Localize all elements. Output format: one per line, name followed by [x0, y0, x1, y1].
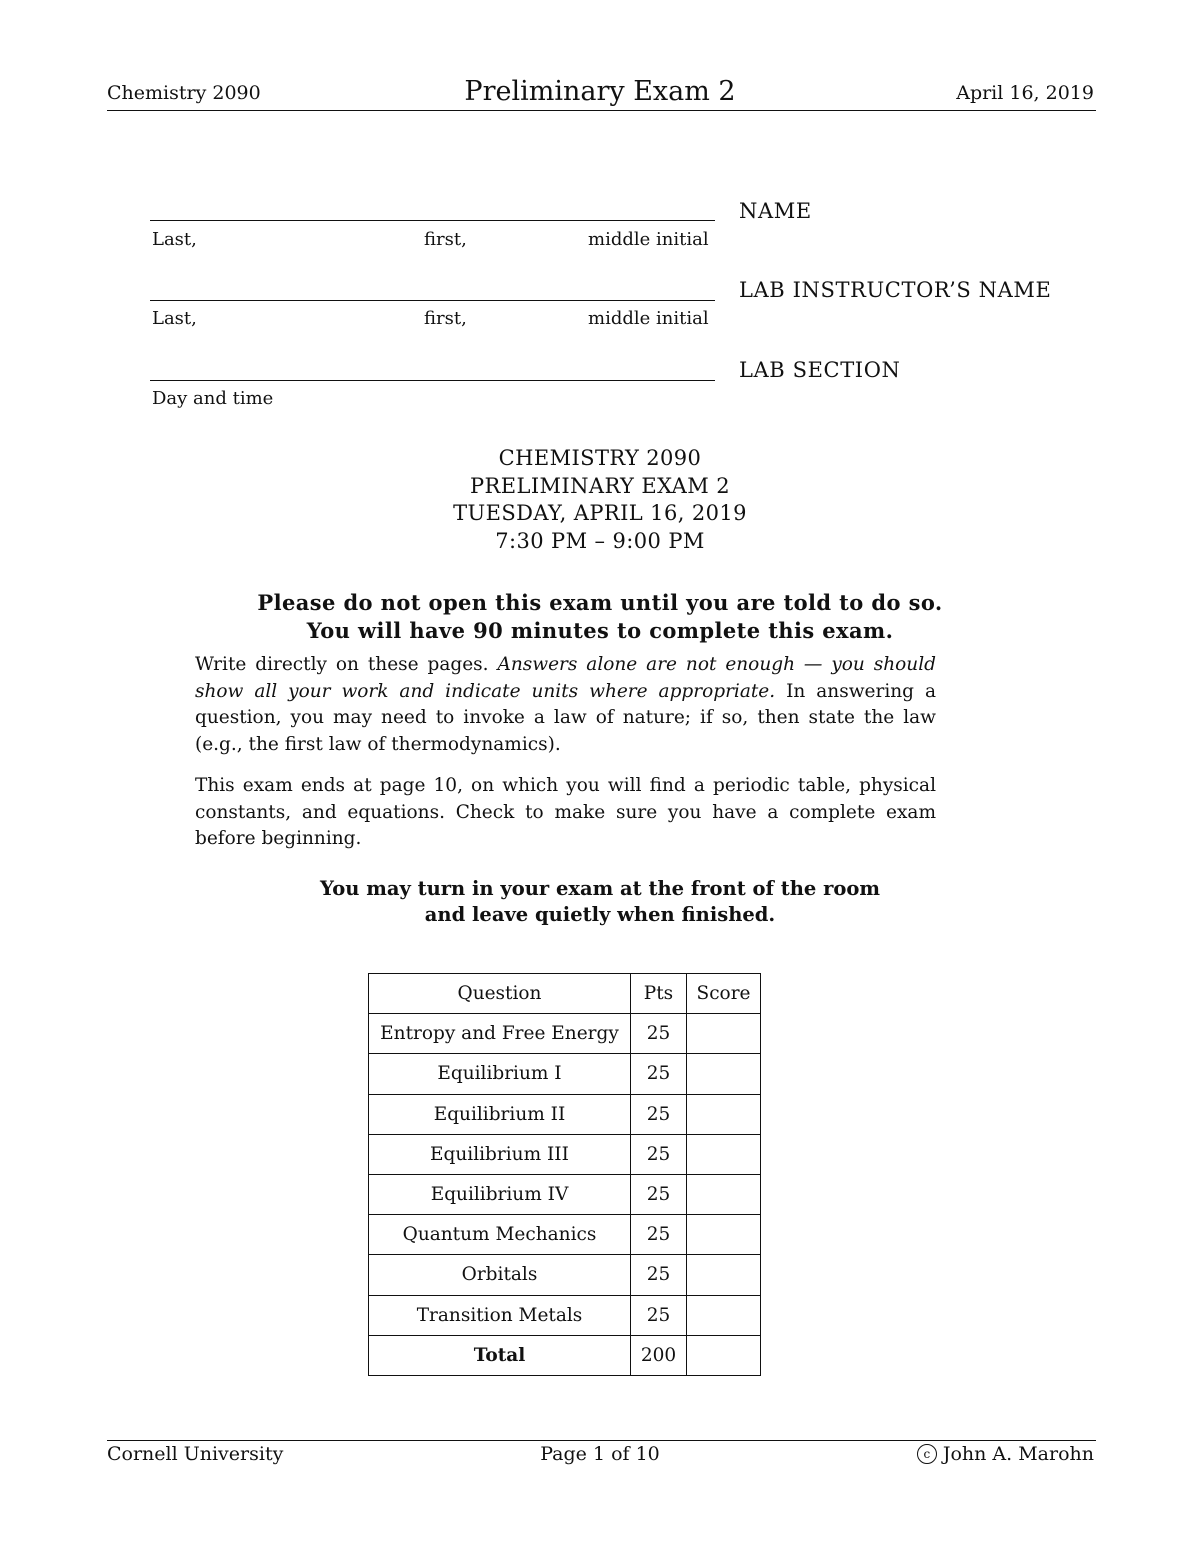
- score-table: [368, 973, 761, 1376]
- instructions-p1-end: In answering a question, you may need to invoke a law of nature; if so, then state the law (e.g., the first law of thermodynamics).: [195, 680, 936, 755]
- exam-notice: [0, 589, 1200, 644]
- name-sub-last: Last,: [152, 229, 197, 250]
- score-cell[interactable]: [687, 1255, 761, 1295]
- question-name: Quantum Mechanics: [369, 1215, 631, 1255]
- instructions-paragraph-1: [195, 652, 936, 758]
- table-row: [369, 1295, 761, 1335]
- table-row: [369, 1094, 761, 1134]
- lab-instructor-sub-middle: middle initial: [588, 308, 709, 329]
- lab-section-label: LAB SECTION: [739, 358, 901, 382]
- question-name: Entropy and Free Energy: [369, 1014, 631, 1054]
- question-pts: 25: [631, 1295, 687, 1335]
- total-score-cell[interactable]: [687, 1335, 761, 1375]
- score-cell[interactable]: [687, 1054, 761, 1094]
- instructions-p1-italic: Answers alone are not enough — you should show all your work and indicate units where appropriate.: [195, 654, 936, 702]
- question-pts: 25: [631, 1054, 687, 1094]
- question-name: Equilibrium IV: [369, 1174, 631, 1214]
- header-course: Chemistry 2090: [107, 82, 261, 104]
- table-row: [369, 1255, 761, 1295]
- instructions-paragraph-2: This exam ends at page 10, on which you will find a periodic table, physical constants, and equations. Check to make sure you have a complete exam before beginning.: [195, 775, 936, 849]
- score-cell[interactable]: [687, 1014, 761, 1054]
- header-pts: Pts: [631, 974, 687, 1014]
- lab-section-sub: Day and time: [152, 388, 274, 409]
- header-question: Question: [369, 974, 631, 1014]
- question-pts: 25: [631, 1014, 687, 1054]
- table-row: [369, 1215, 761, 1255]
- copyright-icon: c: [917, 1444, 937, 1464]
- lab-instructor-sub-first: first,: [424, 308, 467, 329]
- closing-notice: [0, 876, 1200, 928]
- question-name: Orbitals: [369, 1255, 631, 1295]
- question-pts: 25: [631, 1215, 687, 1255]
- notice-line-duration: You will have 90 minutes to complete this exam.: [306, 617, 894, 643]
- table-row: [369, 1174, 761, 1214]
- table-row: [369, 1054, 761, 1094]
- question-name: Equilibrium III: [369, 1134, 631, 1174]
- header-date: April 16, 2019: [956, 82, 1094, 104]
- footer-institution: Cornell University: [107, 1443, 284, 1465]
- header-score: Score: [687, 974, 761, 1014]
- table-row: [369, 1014, 761, 1054]
- name-field-line[interactable]: [150, 220, 715, 221]
- closing-line-1: You may turn in your exam at the front of the room: [320, 877, 880, 900]
- header-title: Preliminary Exam 2: [464, 76, 736, 107]
- question-pts: 25: [631, 1174, 687, 1214]
- footer-copyright: [917, 1443, 1094, 1465]
- score-cell[interactable]: [687, 1134, 761, 1174]
- title-line-course: CHEMISTRY 2090: [498, 446, 702, 470]
- title-line-time: 7:30 PM – 9:00 PM: [495, 528, 705, 553]
- exam-title-block: [0, 445, 1200, 555]
- total-label: Total: [369, 1335, 631, 1375]
- question-name: Equilibrium I: [369, 1054, 631, 1094]
- score-cell[interactable]: [687, 1094, 761, 1134]
- question-pts: 25: [631, 1255, 687, 1295]
- lab-instructor-sub-last: Last,: [152, 308, 197, 329]
- name-sub-first: first,: [424, 229, 467, 250]
- name-sub-middle: middle initial: [588, 229, 709, 250]
- lab-section-field-line[interactable]: [150, 380, 715, 381]
- footer-page-number: Page 1 of 10: [540, 1443, 660, 1465]
- lab-instructor-label: LAB INSTRUCTOR’S NAME: [739, 278, 1052, 302]
- table-row: [369, 1134, 761, 1174]
- table-total-row: [369, 1335, 761, 1375]
- name-label: NAME: [739, 199, 812, 223]
- question-pts: 25: [631, 1094, 687, 1134]
- question-pts: 25: [631, 1134, 687, 1174]
- title-line-date: TUESDAY, APRIL 16, 2019: [453, 501, 747, 525]
- notice-line-open: Please do not open this exam until you are told to do so.: [257, 590, 943, 615]
- footer-rule: [107, 1440, 1096, 1441]
- closing-line-2: and leave quietly when finished.: [424, 903, 776, 926]
- score-cell[interactable]: [687, 1215, 761, 1255]
- question-name: Equilibrium II: [369, 1094, 631, 1134]
- score-cell[interactable]: [687, 1174, 761, 1214]
- total-pts: 200: [631, 1335, 687, 1375]
- header-rule: [107, 110, 1096, 111]
- table-header-row: [369, 974, 761, 1014]
- instructions-p1-start: Write directly on these pages.: [195, 654, 498, 675]
- score-cell[interactable]: [687, 1295, 761, 1335]
- lab-instructor-field-line[interactable]: [150, 300, 715, 301]
- question-name: Transition Metals: [369, 1295, 631, 1335]
- title-line-exam: PRELIMINARY EXAM 2: [470, 473, 730, 498]
- footer-author: John A. Marohn: [942, 1443, 1094, 1465]
